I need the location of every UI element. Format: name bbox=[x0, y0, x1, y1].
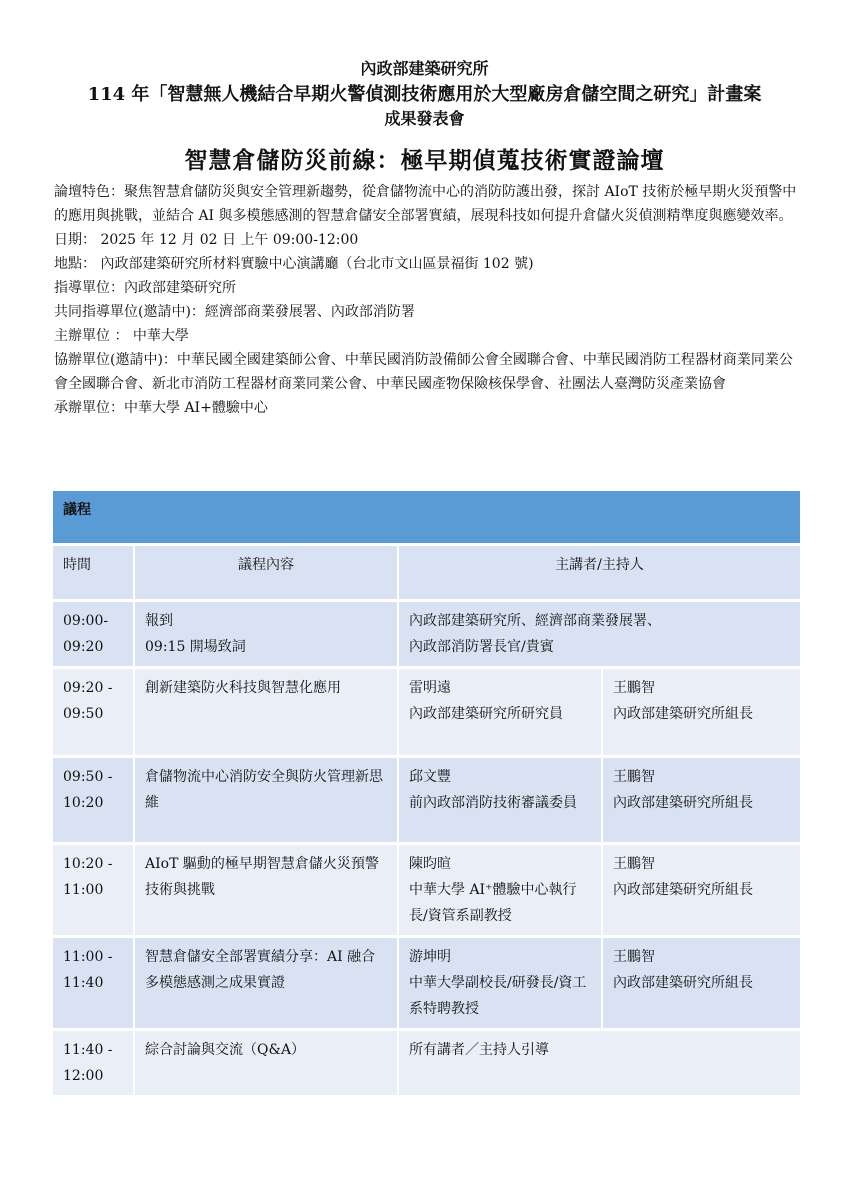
header-time: 時間 bbox=[53, 546, 133, 599]
agenda-body bbox=[53, 602, 800, 1095]
agenda-content: 倉儲物流中心消防安全與防火管理新思維 bbox=[135, 758, 397, 842]
agenda-row bbox=[53, 758, 800, 842]
agenda-host: 王鵬智 內政部建築研究所組長 bbox=[603, 938, 800, 1028]
agenda-content: 創新建築防火科技與智慧化應用 bbox=[135, 669, 397, 755]
header-content: 議程內容 bbox=[135, 546, 397, 599]
agenda-time: 09:00- 09:20 bbox=[53, 602, 133, 666]
event-venue: 地點： 內政部建築研究所材料實驗中心演講廳（台北市文山區景福街 102 號) bbox=[54, 256, 534, 272]
agenda-content: 智慧倉儲安全部署實績分享：AI 融合多模態感測之成果實證 bbox=[135, 938, 397, 1028]
agenda-header-row bbox=[53, 546, 800, 599]
agenda-time: 09:50 - 10:20 bbox=[53, 758, 133, 842]
agenda-content: 綜合討論與交流（Q&A） bbox=[135, 1031, 397, 1095]
intro-block bbox=[54, 180, 799, 420]
agenda-speaker: 游坤明 中華大學副校長/研發長/資工系特聘教授 bbox=[399, 938, 601, 1028]
agenda-title-row bbox=[53, 491, 800, 543]
org-name: 內政部建築研究所 bbox=[360, 59, 489, 78]
agenda-row bbox=[53, 602, 800, 666]
co-supervisor-unit: 共同指導單位(邀請中)：經濟部商業發展署、內政部消防署 bbox=[54, 304, 415, 320]
agenda-speaker: 雷明遠 內政部建築研究所研究員 bbox=[399, 669, 601, 755]
header-speaker: 主講者/主持人 bbox=[399, 546, 800, 599]
organizer-unit: 主辦單位 ： 中華大學 bbox=[54, 328, 189, 344]
agenda-row bbox=[53, 1031, 800, 1095]
agenda-row bbox=[53, 938, 800, 1028]
agenda-speaker: 陳昀暄 中華大學 AI⁺體驗中心執行長/資管系副教授 bbox=[399, 845, 601, 935]
agenda-content: 報到 09:15 開場致詞 bbox=[135, 602, 397, 666]
agenda-speaker: 內政部建築研究所、經濟部商業發展署、 內政部消防署長官/貴賓 bbox=[399, 602, 800, 666]
event-subtitle: 成果發表會 bbox=[384, 109, 465, 128]
co-organizer-unit: 協辦單位(邀請中)：中華民國全國建築師公會、中華民國消防設備師公會全國聯合會、中華民國消防工程器材商業同業公會全國聯合會、新北市消防工程器材商業同業公會、中華民國產物保險核保學會、社團法人臺灣防災產業協會 bbox=[54, 352, 793, 392]
agenda-host: 王鵬智 內政部建築研究所組長 bbox=[603, 758, 800, 842]
agenda-table bbox=[51, 488, 802, 1098]
agenda-host: 王鵬智 內政部建築研究所組長 bbox=[603, 669, 800, 755]
agenda-speaker: 所有講者／主持人引導 bbox=[399, 1031, 800, 1095]
event-date: 日期： 2025 年 12 月 02 日 上午 09:00-12:00 bbox=[54, 232, 359, 248]
agenda-host: 王鵬智 內政部建築研究所組長 bbox=[603, 845, 800, 935]
agenda-content: AIoT 驅動的極早期智慧倉儲火災預警技術與挑戰 bbox=[135, 845, 397, 935]
forum-title: 智慧倉儲防災前線：極早期偵蒐技術實證論壇 bbox=[184, 147, 665, 174]
supervisor-unit: 指導單位：內政部建築研究所 bbox=[54, 280, 236, 296]
project-title: 114 年「智慧無人機結合早期火警偵測技術應用於大型廠房倉儲空間之研究」計畫案 bbox=[87, 84, 762, 105]
agenda-time: 11:40 - 12:00 bbox=[53, 1031, 133, 1095]
agenda-time: 10:20 - 11:00 bbox=[53, 845, 133, 935]
forum-feature: 論壇特色：聚焦智慧倉儲防災與安全管理新趨勢，從倉儲物流中心的消防防護出發，探討 AIoT 技術於極早期火災預警中的應用與挑戰，並結合 AI 與多模態感測的智慧倉儲安全部署實績，展現科技如何提升倉儲火災偵測精準度與應變效率。 bbox=[54, 184, 797, 224]
agenda-row bbox=[53, 669, 800, 755]
agenda-time: 09:20 - 09:50 bbox=[53, 669, 133, 755]
agenda-row bbox=[53, 845, 800, 935]
agenda-time: 11:00 - 11:40 bbox=[53, 938, 133, 1028]
agenda-title: 議程 bbox=[53, 491, 800, 543]
agenda-speaker: 邱文豐 前內政部消防技術審議委員 bbox=[399, 758, 601, 842]
executor-unit: 承辦單位：中華大學 AI+體驗中心 bbox=[54, 400, 268, 416]
